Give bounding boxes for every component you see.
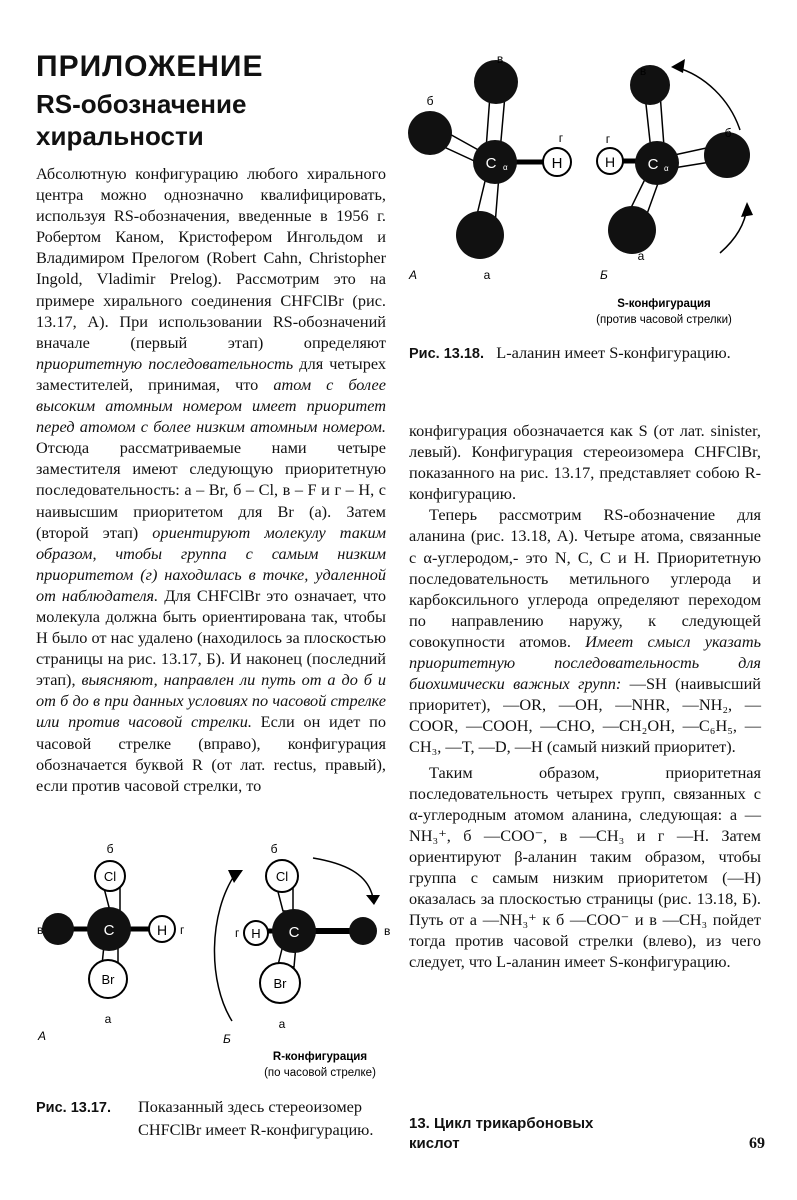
clockwise-arrow-icon xyxy=(313,858,373,898)
paragraph-text: Для CHFClBr это означает, что молекула должна быть ориентирована так, чтобы H было от нас удалено (находилось за плоскостью страницы на рис. 13.17, Б). И наконец (последний этап), xyxy=(36,585,386,690)
left-column-text xyxy=(36,163,386,796)
atom-label: б xyxy=(724,126,732,140)
atom-label: C xyxy=(647,156,659,173)
figure-13-17 xyxy=(28,833,398,1083)
atom-label: C xyxy=(485,155,497,172)
panel-label: Б xyxy=(600,268,608,282)
clockwise-arrow-icon xyxy=(214,873,236,1021)
atom-label: Cl xyxy=(103,869,117,884)
atom-label: Cl xyxy=(275,869,289,884)
atom-label: г xyxy=(605,132,611,146)
section-subtitle: RS-обозначение хиральности xyxy=(36,89,247,151)
paragraph-text: —SH (наивысший приоритет), —OR, —OH, —NHR, —NH₂, —COOR, —COOH, —CHO, —CH₂OH, —C₆H₅, —CH₃, —T, —D, —H (самый низкий приоритет). xyxy=(409,674,761,757)
panel-label: А xyxy=(409,268,418,282)
figure-caption-13-18 xyxy=(409,342,761,365)
config-title: R-конфигурация xyxy=(272,1051,368,1063)
figure-caption-13-17 xyxy=(36,1096,386,1140)
running-footer-chapter: 13. Цикл трикарбоновых кислот xyxy=(409,1115,594,1152)
panel-label: А xyxy=(38,1029,47,1043)
figure-13-18 xyxy=(395,45,795,330)
caption-label: Рис. 13.17. xyxy=(36,1100,112,1116)
atom-label: H xyxy=(251,926,261,941)
atom-label: б xyxy=(106,842,114,856)
atom-label: C xyxy=(103,922,115,939)
atom-label: г xyxy=(235,926,240,940)
atom-label: C xyxy=(288,924,300,941)
atom-label: в xyxy=(496,52,504,66)
paragraph-text: Отсюда рассматриваемые нами четыре заместителя имеют следующую приоритетную последовательность: а – Br, б – Cl, в – F и г – H, с наивысшим приоритетом для Br (а). Затем (второй этап) xyxy=(36,438,386,542)
atom-label: H xyxy=(604,154,616,170)
panel-label: Б xyxy=(223,1032,231,1046)
paragraph-text: Теперь рассмотрим RS-обозначение для аланина (рис. 13.18, А). Четыре атома, связанные с α-углеродом,- это N, C, C и H. Приоритетную последовательность метильного углерода и карбоксильного углерода определяют переходом по направлению наружу, к следующей совокупности атомов. xyxy=(409,505,761,651)
page-title: ПРИЛОЖЕНИЕ xyxy=(36,50,264,83)
paragraph-text: для четырех заместителей, принимая, что xyxy=(36,353,386,394)
caption-text: L-аланин имеет S-конфигурацию. xyxy=(496,343,731,362)
alanine-model-a xyxy=(408,52,571,282)
atom-label: в xyxy=(37,923,44,937)
paragraph-text: конфигурация обозначается как S (от лат. sinister, левый). Конфигурация стереоизомера CHFClBr, показанного на рис. 13.17, представляет собою R-конфигурацию. xyxy=(409,421,761,504)
paragraph-text: Абсолютную конфигурацию любого хирального центра можно однозначно квалифицировать, используя RS-обозначения, введенные в 1956 г. Робертом Каном, Кристофером Ингольдом и Владимиром Прелогом (Robert Cahn, Christopher Ingold, Vladimir Prelog). Рассмотрим это на примере хирального соединения CHFClBr (рис. 13.17, А). При использовании RS-обозначений вначале (первый этап) определяют xyxy=(36,164,386,352)
atom-label: а xyxy=(483,268,491,282)
emphasis-text: приоритетную последовательность xyxy=(36,353,294,373)
atom-label: б xyxy=(426,94,434,108)
atom-label: а xyxy=(278,1017,286,1031)
emphasis-text: атом с более высоким атомным номером имеет приоритет перед атомом с более низким атомным номером. xyxy=(36,374,386,437)
atom-label: H xyxy=(156,922,168,938)
config-title: S-конфигурация xyxy=(617,298,711,310)
atom-label: α xyxy=(503,163,508,172)
atom-label: α xyxy=(664,164,669,173)
paragraph-text: Если он идет по часовой стрелке (вправо), конфигурация обозначается буквой R (от лат. rectus, правый), если против часовой стрелки, то xyxy=(36,712,386,795)
atom-label: Br xyxy=(273,976,287,991)
atom-label: Br xyxy=(101,972,115,987)
atom-label: б xyxy=(270,842,278,856)
atom-label: H xyxy=(551,155,563,172)
caption-text: Показанный здесь стереоизомер CHFClBr имеет R-конфигурацию. xyxy=(138,1097,374,1139)
emphasis-text: выясняют, направлен ли путь от а до б и от б до в при данных условиях по часовой стрелке или против часовой стрелки. xyxy=(36,670,387,732)
right-column-text xyxy=(409,420,761,972)
chfclbr-model-a xyxy=(37,842,185,1043)
atom-label: г xyxy=(180,923,185,937)
page-number: 69 xyxy=(749,1135,765,1152)
config-subtitle: (по часовой стрелке) xyxy=(264,1067,376,1079)
config-subtitle: (против часовой стрелки) xyxy=(596,314,732,326)
atom-label: а xyxy=(104,1012,112,1026)
emphasis-text: ориентируют молекулу таким образом, чтобы группа с самым низким приоритетом (г) находилась в точке, удаленной от наблюдателя. xyxy=(36,522,386,605)
atom-label: в xyxy=(639,64,647,78)
atom-label: г xyxy=(558,131,564,145)
atom-label: а xyxy=(637,249,645,263)
counterclockwise-arrow-icon xyxy=(675,67,740,130)
caption-label: Рис. 13.18. xyxy=(409,346,485,362)
paragraph-text: Таким образом, приоритетная последовательность четырех групп, связанных с α-углеродным атомом аланина, следующая: а —NH₃⁺, б —COO⁻, в —CH₃ и г —H. Затем ориентируют β-аланин таким образом, чтобы группа с самым низким приоритетом (—H) оказалась за плоскостью страницы (рис. 13.18, Б). Путь от а —NH₃⁺ к б —COO⁻ и в —CH₃ пойдет тогда против часовой стрелки (влево), из чего следует, что L-аланин имеет S-конфигурацию. xyxy=(409,762,761,972)
emphasis-text: Имеет смысл указать приоритетную последовательность для биохимически важных групп: xyxy=(409,631,761,694)
chfclbr-model-b xyxy=(214,842,390,1046)
atom-label: в xyxy=(384,924,391,938)
alanine-model-b xyxy=(597,59,753,282)
